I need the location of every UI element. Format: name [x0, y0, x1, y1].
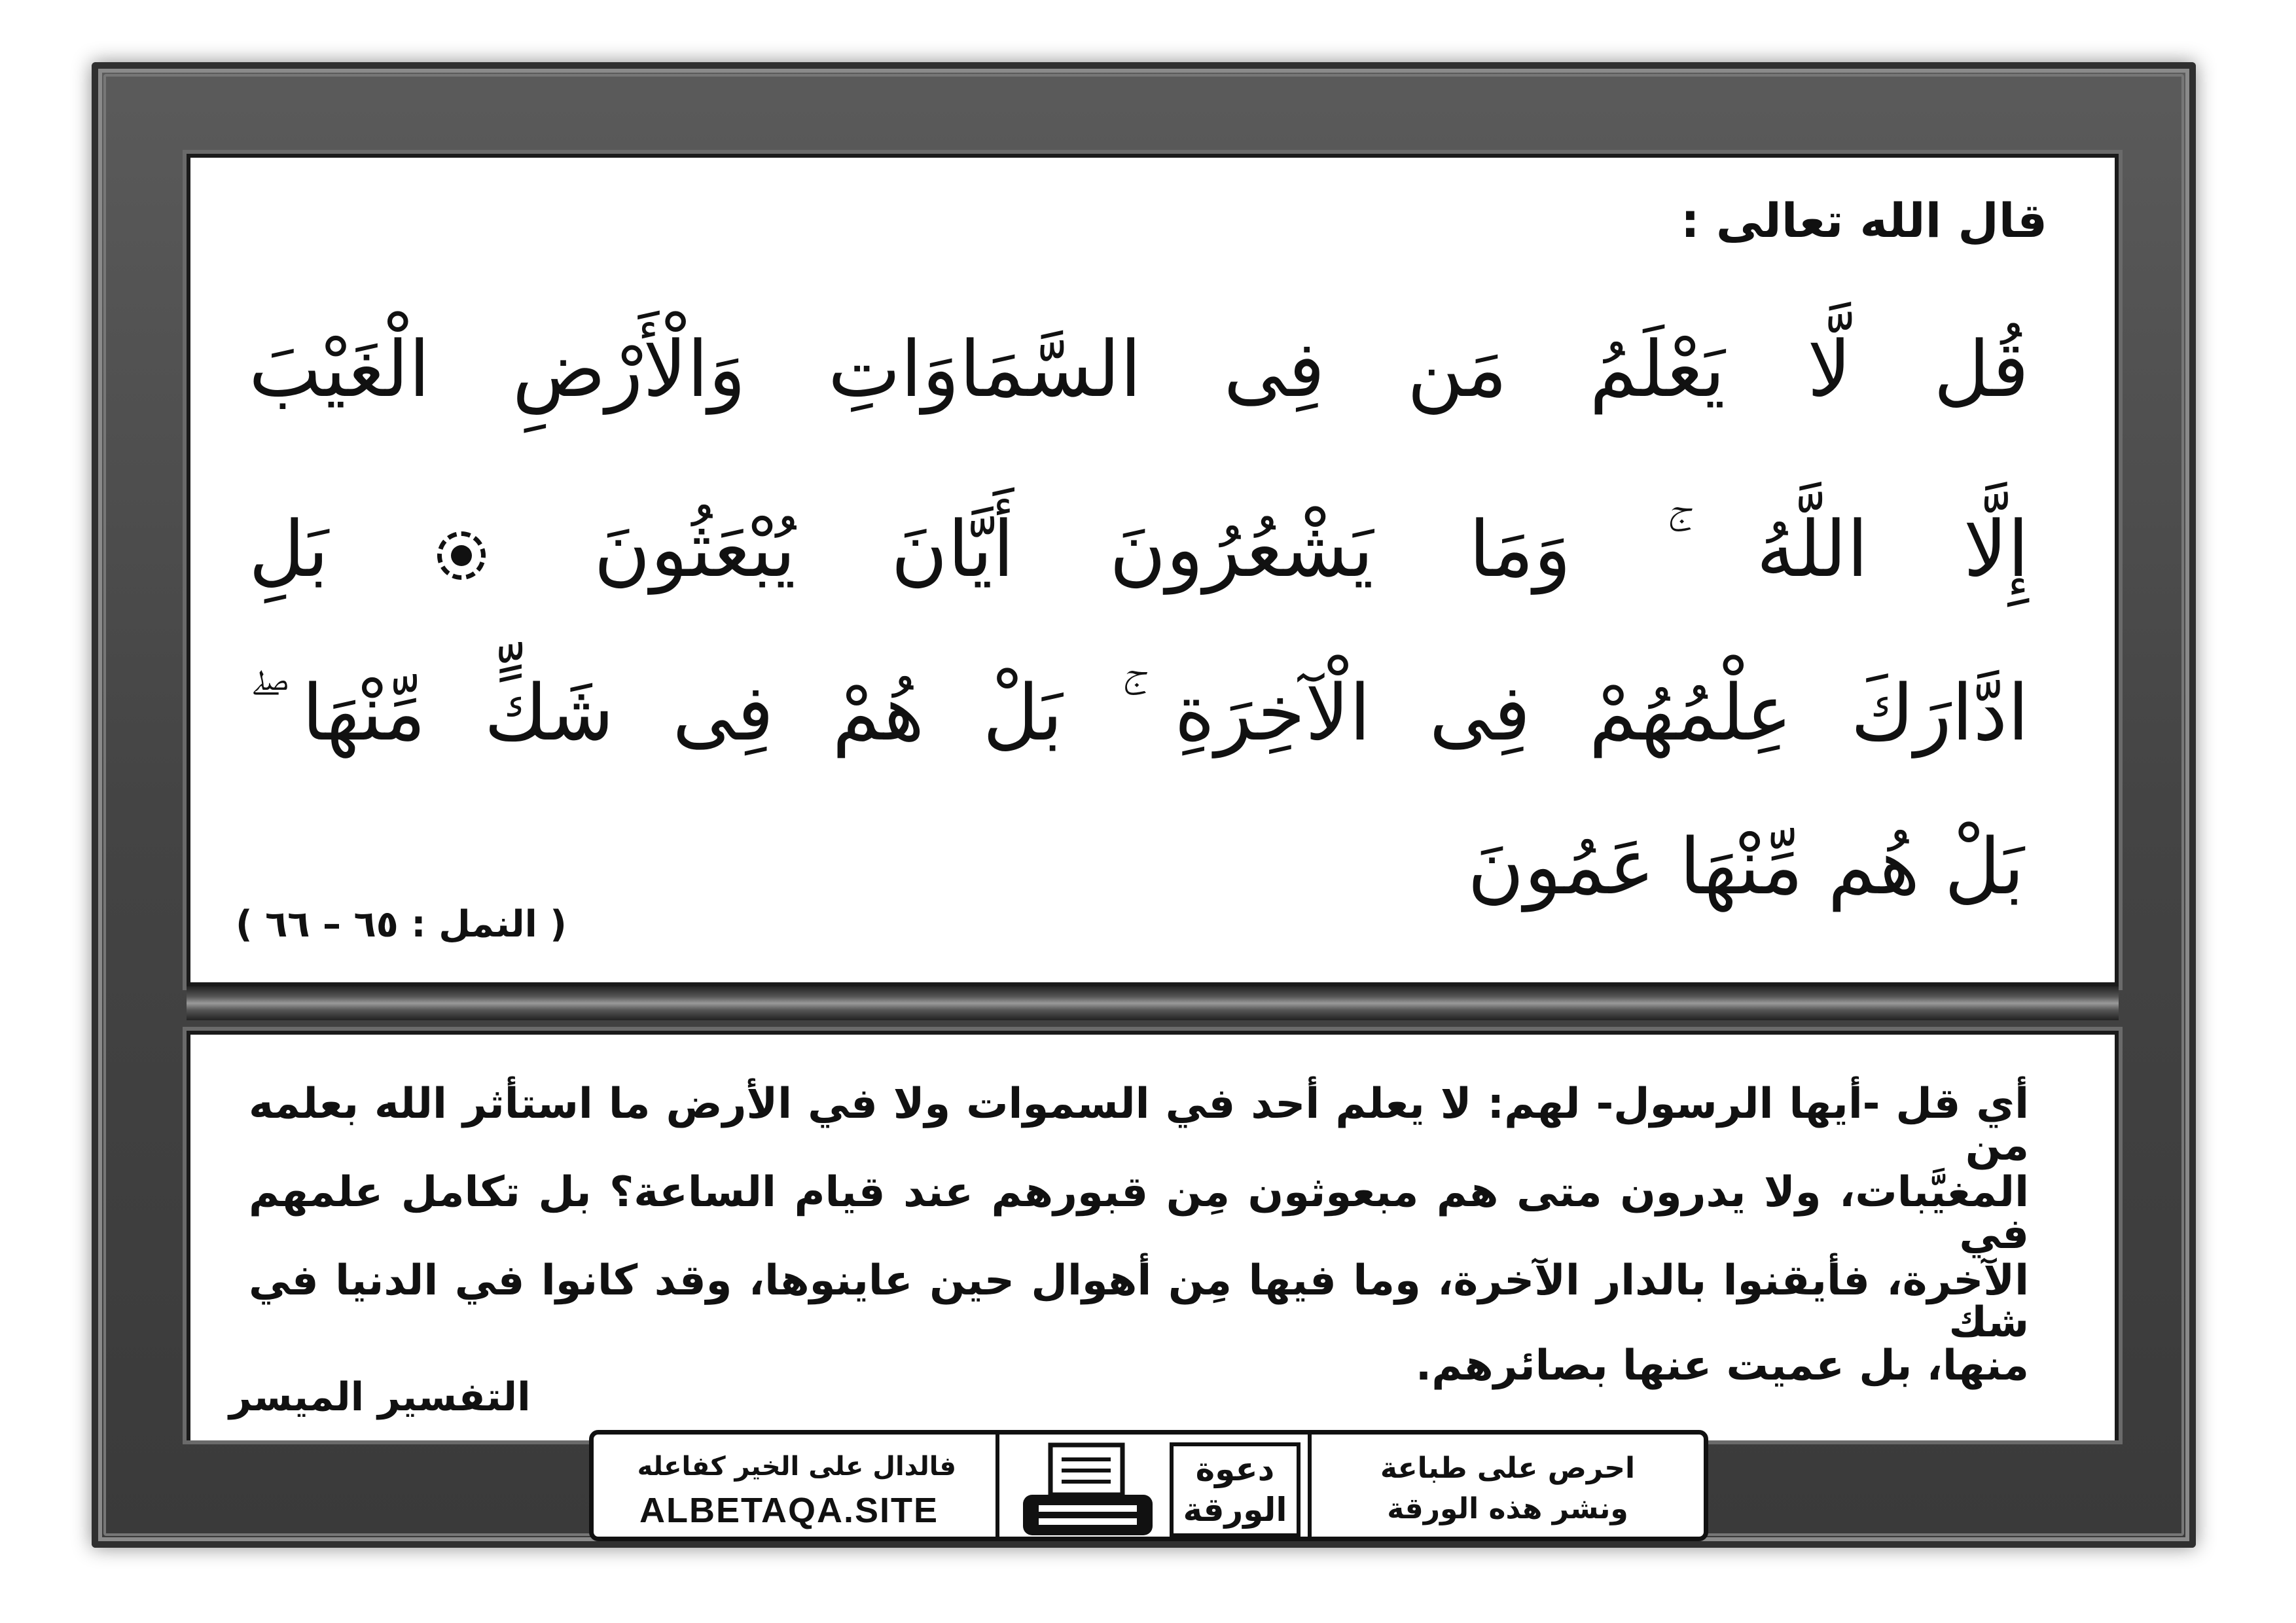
verse-line-1: قُل لَّا يَعْلَمُ مَن فِى السَّمَاوَاتِ وَالْأَرْضِ الْغَيْبَ — [249, 324, 2029, 414]
verse-line-2 — [249, 504, 2029, 594]
logo-bottom-text: الورقة — [1183, 1491, 1287, 1529]
logo-top-text: دعوة — [1195, 1450, 1275, 1488]
tafsir-line-1: أي قل -أيها الرسول- لهم: لا يعلم أحد في السموات ولا في الأرض ما استأثر الله بعلمه من — [249, 1080, 2029, 1170]
footer-bar — [589, 1430, 1708, 1541]
verse-end-marker-icon — [437, 531, 486, 580]
tafsir-line-4: منها، بل عميت عنها بصائرهم. — [1415, 1342, 2029, 1390]
verse-line-2a: إِلَّا اللَّهُ ۚ وَمَا يَشْعُرُونَ أَيَّانَ يُبْعَثُونَ — [594, 504, 2029, 594]
surah-reference: ( النمل : ٦٥ – ٦٦ ) — [236, 903, 567, 946]
footer-slogan: فالدال على الخير كفاعله — [637, 1452, 956, 1482]
tafsir-source: التفسير الميسر — [229, 1374, 531, 1420]
printer-icon — [1019, 1441, 1157, 1539]
verse-line-4: بَلْ هُم مِّنْهَا عَمُونَ — [1467, 821, 2024, 912]
tafsir-line-3: الآخرة، فأيقنوا بالدار الآخرة، وما فيها مِن أهوال حين عاينوها، وقد كانوا في الدنيا في شك — [249, 1257, 2029, 1347]
verse-line-3: ادَّارَكَ عِلْمُهُمْ فِى الْآخِرَةِ ۚ بَلْ هُمْ فِى شَكٍّ مِّنْهَا ۖ — [249, 668, 2029, 758]
verse-line-2b: بَلِ — [249, 504, 329, 594]
footer-website-box — [594, 1435, 999, 1537]
footer-print-line-2: ونشر هذه الورقة — [1387, 1492, 1628, 1525]
footer-print-box — [1308, 1435, 1704, 1537]
footer-print-line-1: احرص على طباعة — [1380, 1452, 1636, 1485]
dawat-alwaraqa-logo — [1170, 1442, 1300, 1537]
website-link[interactable]: ALBETAQA.SITE — [639, 1491, 939, 1530]
frame-separator — [187, 986, 2119, 1020]
tafsir-line-2: المغيَّبات، ولا يدرون متى هم مبعوثون مِن قبورهم عند قيام الساعة؟ بل تكامل علمهم في — [249, 1168, 2029, 1258]
heading: قال الله تعالى : — [1680, 193, 2047, 248]
